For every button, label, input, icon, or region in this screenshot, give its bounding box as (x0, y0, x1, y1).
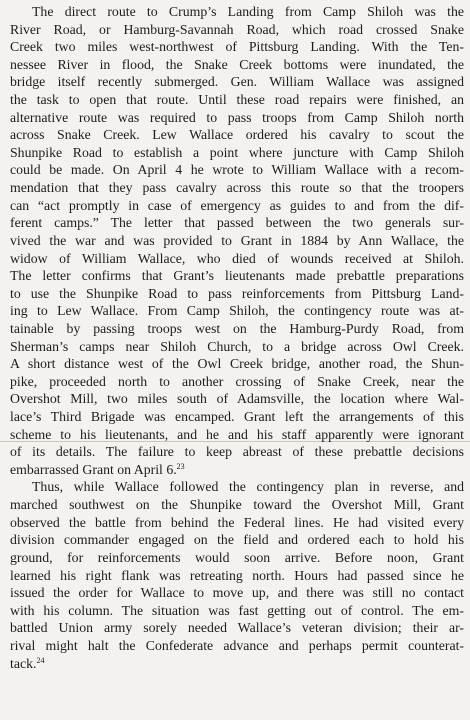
text-line: Shunpike Road to establish a point where juncture with Camp Shiloh (10, 144, 464, 160)
text-line: mendation that they pass cavalry across this route so that the troopers (10, 180, 464, 196)
text-line: of its details. The failure to keep abreast of these prebattle decisions (10, 444, 464, 460)
text-line: bridge itself recently submerged. Gen. William Wallace was assigned (10, 74, 464, 90)
text-line: Overshot Mill, two miles south of Adamsville, the location where Wal- (10, 391, 464, 407)
text-line: tainable by passing troops west on the Hamburg-Purdy Road, from (10, 320, 464, 336)
text-line: Thus, while Wallace followed the contingency plan in reverse, and (32, 479, 464, 495)
text-line-content: embarrassed Grant on April 6. (10, 461, 177, 477)
text-line: observed the battle from behind the Federal lines. He had visited every (10, 514, 464, 530)
paragraph-1 (10, 3, 464, 478)
text-line: battled Union army sorely needed Wallace’s veteran division; their ar- (10, 620, 464, 636)
text-line: to use the Shunpike Road to pass reinforcements from Pittsburg Land- (10, 285, 464, 301)
text-line: ground, for reinforcements would soon arrive. Before noon, Grant (10, 549, 464, 565)
text-line: marched southwest on the Shunpike toward the Overshot Mill, Grant (10, 497, 464, 513)
text-line: A short distance west of the Owl Creek bridge, another road, the Shun- (10, 356, 464, 372)
text-line: the task to open that route. Until these road repairs were finished, an (10, 92, 464, 108)
text-line: learned his right flank was retreating north. Hours had passed since he (10, 567, 464, 583)
text-line-last (10, 655, 464, 673)
text-line: nessee River in flood, the Snake Creek bottoms were inundated, the (10, 56, 464, 72)
text-line: pike, proceeded north to another crossing of Snake Creek, near the (10, 373, 464, 389)
text-line: River Road, or Hamburg-Savannah Road, which road crossed Snake (10, 21, 464, 37)
text-line: widow of William Wallace, who died of wounds received at Shiloh. (10, 250, 464, 266)
text-line: Creek two miles west-northwest of Pittsburg Landing. With the Ten- (10, 39, 464, 55)
text-line: rival might halt the Confederate advance and perhaps permit counterat- (10, 637, 464, 653)
text-line: lace’s Third Brigade was encamped. Grant left the arrangements of this (10, 409, 464, 425)
text-line: with his column. The situation was fast getting out of control. The em- (10, 602, 464, 618)
text-line: can “act promptly in case of emergency as guides to and from the dif- (10, 197, 464, 213)
text-line: ing to Lew Wallace. From Camp Shiloh, the contingency route was at- (10, 303, 464, 319)
text-line: across Snake Creek. Lew Wallace ordered his cavalry to scout the (10, 127, 464, 143)
text-line-last (10, 461, 464, 479)
text-line: Sherman’s camps near Shiloh Church, to a bridge across Owl Creek. (10, 338, 464, 354)
text-line: could be made. On April 4 he wrote to William Wallace with a recom- (10, 162, 464, 178)
text-line: division commander engaged on the field and ordered each to hold his (10, 532, 464, 548)
text-line: scheme to his lieutenants, and he and his staff apparently were ignorant (10, 426, 464, 442)
text-line: vived the war and was provided to Grant in 1884 by Ann Wallace, the (10, 232, 464, 248)
text-line: alternative route was required to pass troops from Camp Shiloh north (10, 109, 464, 125)
text-line: The direct route to Crump’s Landing from Camp Shiloh was the (32, 4, 464, 19)
text-line: ferent camps.” The letter that passed between the two generals sur- (10, 215, 464, 231)
text-line: The letter confirms that Grant’s lieutenants made prebattle preparations (10, 268, 464, 284)
footnote-marker: 23 (176, 461, 185, 471)
text-line: issued the order for Wallace to move up, and there was still no contact (10, 585, 464, 601)
paragraph-2 (10, 478, 464, 672)
text-line-content: tack. (10, 655, 37, 671)
book-page-text (10, 3, 464, 672)
footnote-marker: 24 (36, 655, 45, 665)
